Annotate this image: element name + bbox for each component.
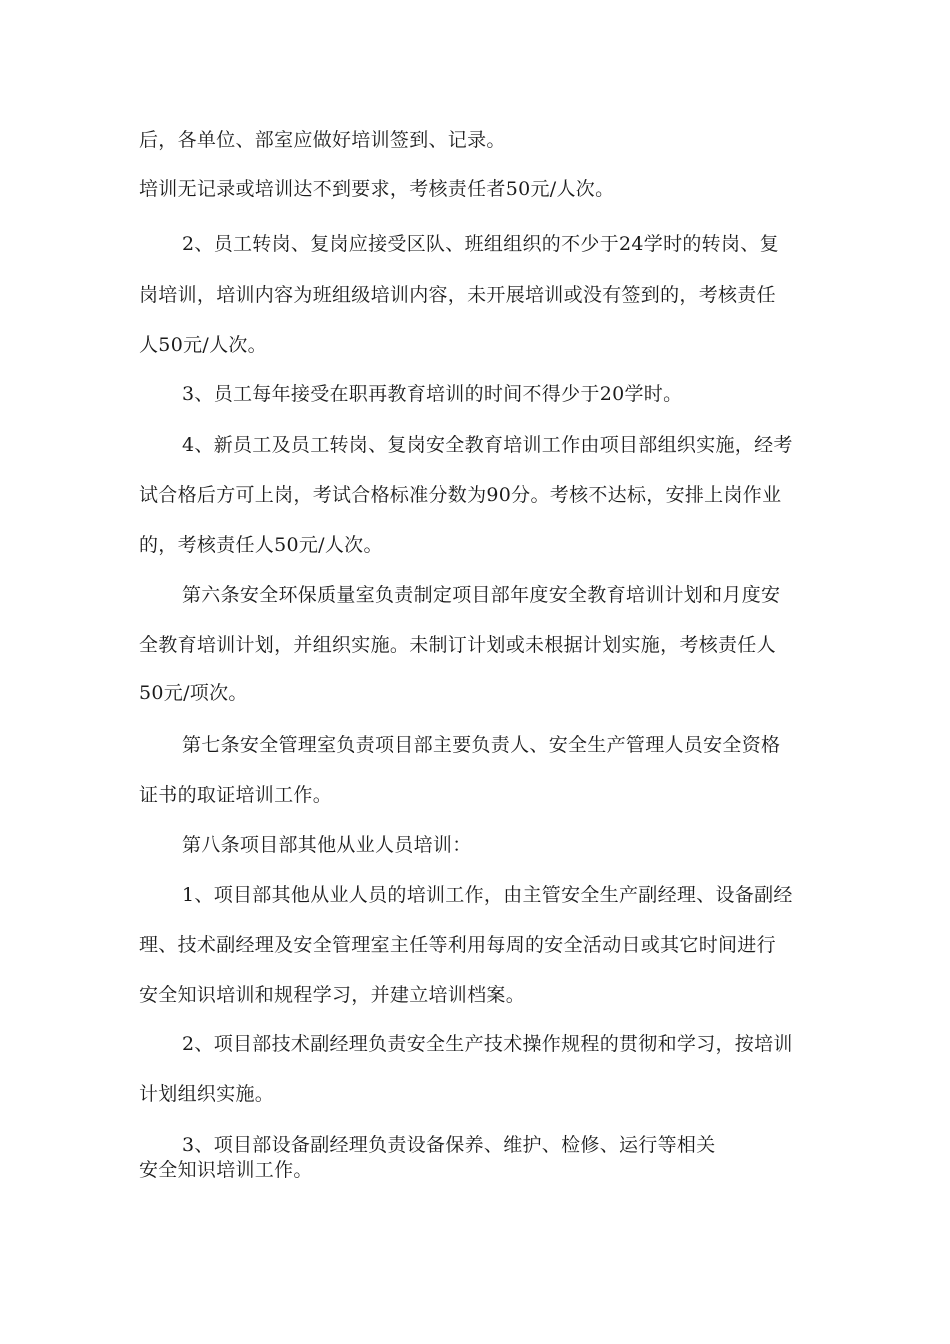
text-line: 第六条安全环保质量室负责制定项目部年度安全教育培训计划和月度安 bbox=[182, 584, 781, 606]
text-line: 3、员工每年接受在职再教育培训的时间不得少于20学时。 bbox=[182, 383, 683, 405]
text-line: 1、项目部其他从业人员的培训工作，由主管安全生产副经理、设备副经 bbox=[182, 884, 793, 906]
text-line: 理、技术副经理及安全管理室主任等利用每周的安全活动日或其它时间进行 bbox=[139, 934, 776, 956]
text-line: 50元/项次。 bbox=[139, 682, 248, 704]
text-line: 4、新员工及员工转岗、复岗安全教育培训工作由项目部组织实施，经考 bbox=[182, 434, 793, 456]
text-line: 安全知识培训工作。 bbox=[139, 1159, 313, 1181]
text-line: 安全知识培训和规程学习，并建立培训档案。 bbox=[139, 984, 526, 1006]
text-line: 2、项目部技术副经理负责安全生产技术操作规程的贯彻和学习，按培训 bbox=[182, 1033, 793, 1055]
text-line: 岗培训，培训内容为班组级培训内容，未开展培训或没有签到的，考核责任 bbox=[139, 284, 776, 306]
text-line: 第七条安全管理室负责项目部主要负责人、安全生产管理人员安全资格 bbox=[182, 734, 781, 756]
text-line: 培训无记录或培训达不到要求，考核责任者50元/人次。 bbox=[139, 178, 615, 200]
text-line: 全教育培训计划，并组织实施。未制订计划或未根据计划实施，考核责任人 bbox=[139, 634, 776, 656]
text-line: 后，各单位、部室应做好培训签到、记录。 bbox=[139, 129, 506, 151]
text-line: 试合格后方可上岗，考试合格标准分数为90分。考核不达标，安排上岗作业 bbox=[139, 484, 782, 506]
text-line: 2、员工转岗、复岗应接受区队、班组组织的不少于24学时的转岗、复 bbox=[182, 233, 779, 255]
text-line: 第八条项目部其他从业人员培训： bbox=[182, 834, 472, 856]
text-line: 的，考核责任人50元/人次。 bbox=[139, 534, 383, 556]
text-line: 3、项目部设备副经理负责设备保养、维护、检修、运行等相关 bbox=[182, 1134, 716, 1156]
text-line: 证书的取证培训工作。 bbox=[139, 784, 333, 806]
text-line: 计划组织实施。 bbox=[139, 1083, 275, 1105]
text-line: 人50元/人次。 bbox=[139, 334, 267, 356]
